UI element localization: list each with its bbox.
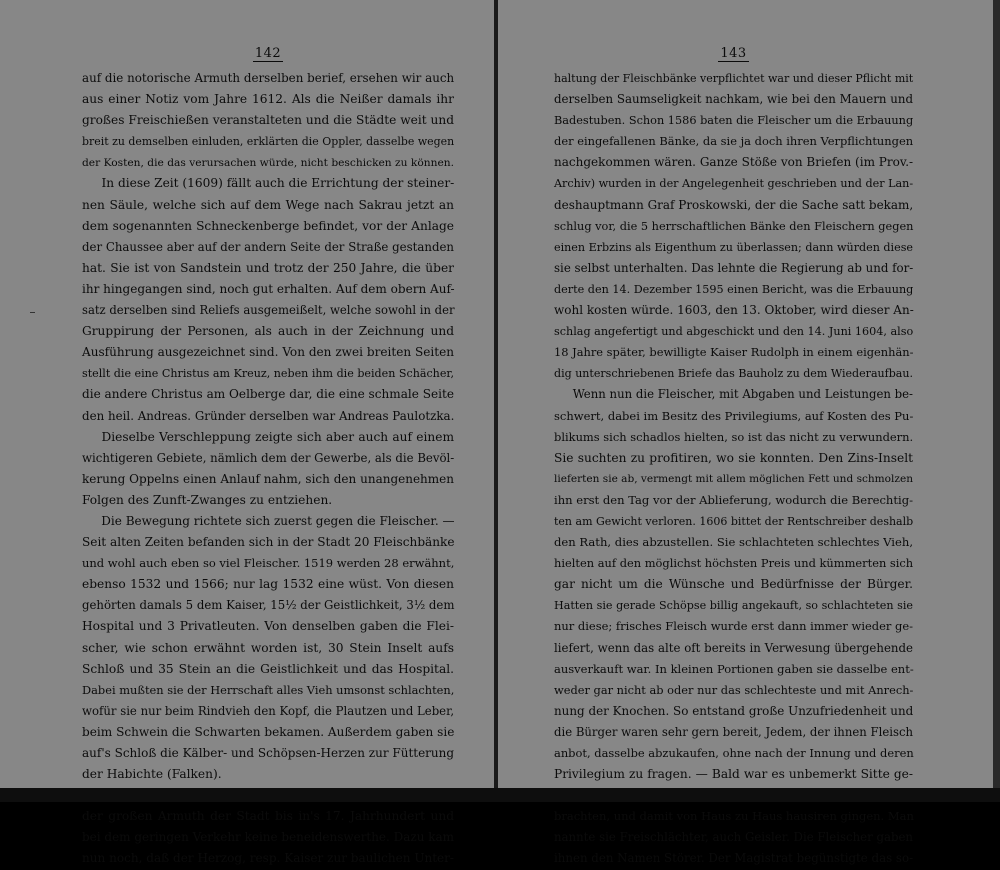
text-line: der großen Armuth der Stadt bis in's 17. Jahrhundert und [82,809,454,824]
text-line: wichtigeren Gebiete, nämlich dem der Gewerbe, als die Bevöl- [82,450,455,465]
text-line: 18 Jahre später, bewilligte Kaiser Rudolph in einem eigenhän- [554,345,914,360]
text-line: anbot, dasselbe abzukaufen, ohne nach der Innung und deren [554,746,914,760]
text-line: blikums sich schadlos hielten, so ist das nicht zu verwundern. [554,429,914,444]
text-line: Dabei mußten sie der Herrschaft alles Vieh umsonst schlachten, [82,682,455,697]
text-line: beim Schwein die Schwarten bekamen. Außerdem gaben sie [82,724,455,739]
text-line: hielten auf den möglichst höchsten Preis und kümmerten sich [554,556,914,571]
text-line: satz derselben sind Reliefs ausgemeißelt, welche sowohl in der [82,303,455,318]
text-line: Ausführung ausgezeichnet sind. Von den zwei breiten Seiten [82,345,454,360]
text-line: der eingefallenen Bänke, da sie ja doch ihren Verpflichtungen [554,134,914,149]
text-line: weder gar nicht ab oder nur das schlechteste und mit Anrech- [554,682,914,697]
left-page-text [82,68,454,870]
text-line: nur diese; frisches Fleisch wurde erst dann immer wieder ge- [554,619,914,634]
text-line: schlug vor, die 5 herrschaftlichen Bänke den Fleischern gegen [554,218,914,233]
text-line: den heil. Andreas. Gründer derselben war Andreas Paulotzka. [82,408,455,423]
text-line: der Kosten, die das verursachen würde, nicht beschicken zu können. [82,156,454,170]
text-line: ihr hingegangen sind, noch gut erhalten. Auf dem obern Auf- [82,281,455,296]
left-page [0,0,494,866]
text-line: und wohl auch eben so viel Fleischer. 1519 werden 28 erwähnt, [82,556,455,571]
text-line: ausverkauft war. In kleinen Portionen gaben sie dasselbe ent- [554,661,914,676]
text-line: dem sogenannten Schneckenberge befindet, vor der Anlage [82,218,454,233]
text-line: Schloß und 35 Stein an die Geistlichkeit und das Hospital. [82,661,454,676]
text-line: liefert, wenn das alte oft bereits in Verwesung übergehende [554,640,913,655]
right-page-text [554,68,913,870]
text-line: nun noch, daß der Herzog, resp. Kaiser zur baulichen Unter- [82,851,454,866]
text-line: dig unterschriebenen Briefe das Bauholz zu dem Wiederaufbau. [554,367,914,381]
text-line: aus einer Notiz vom Jahre 1612. Als die Neißer damals ihr [82,92,454,107]
text-line: nen Säule, welche sich auf dem Wege nach Sakrau jetzt an [82,197,454,212]
text-line: gehörten damals 5 dem Kaiser, 15½ der Geistlichkeit, 3½ dem [82,598,455,613]
text-line: einen Erbzins als Eigenthum zu überlassen; dann würden diese [554,240,913,254]
text-line: Sie suchten zu profitiren, wo sie konnten. Den Zins-Inselt [554,450,913,465]
scan-bottom-border [0,788,1000,802]
text-line: großes Freischießen veranstalteten und die Städte weit und [82,113,454,128]
text-line: schlag angefertigt und abgeschickt und den 14. Juni 1604, also [554,325,914,339]
text-line: wohl kosten würde. 1603, den 13. Oktober, wird dieser An- [554,303,914,318]
text-line: schwert, dabei im Besitz des Privilegiums, auf Kosten des Pu- [554,408,914,423]
text-line: sie selbst unterhalten. Das lehnte die Regierung ab und for- [554,260,914,275]
page-number-right: 143 [720,46,747,61]
text-line: In diese Zeit (1609) fällt auch die Errichtung der steiner- [101,176,455,191]
text-line: Seit alten Zeiten befanden sich in der Stadt 20 Fleischbänke [82,535,455,550]
text-line: wofür sie nur beim Rindvieh den Kopf, die Plautzen und Leber, [82,703,455,718]
text-line: Wenn nun die Fleischer, mit Abgaben und Leistungen be- [572,387,913,402]
text-line: Dieselbe Verschleppung zeigte sich aber auch auf einem [101,429,454,444]
text-line: Folgen des Zunft-Zwanges zu entziehen. [82,492,333,507]
text-line: ihnen den Namen Störer. Der Magistrat begünstigte das so- [554,851,914,866]
text-line: Die Bewegung richtete sich zuerst gegen die Fleischer. — [101,513,455,528]
page-edge-shadow [993,0,1000,802]
text-line: kerung Oppelns einen Anlauf nahm, sich den unangenehmen [82,471,454,486]
text-line: deshauptmann Graf Proskowski, der die Sache satt bekam, [554,197,914,212]
text-line: breit zu demselben einluden, erklärten die Oppler, dasselbe wegen [82,135,455,149]
page-number-left: 142 [254,46,282,61]
text-line: ebenso 1532 und 1566; nur lag 1532 eine wüst. Von diesen [82,577,454,592]
margin-mark [30,312,35,313]
text-line: brachten, und damit von Haus zu Haus hausiren gingen. Man [554,809,914,824]
text-line: ten am Gewicht verloren. 1606 bittet der Rentschreiber deshalb [554,514,914,528]
text-line: nung der Knochen. So entstand große Unzufriedenheit und [554,703,914,718]
text-line: derte den 14. Dezember 1595 einen Bericht, was die Erbauung [554,282,914,296]
text-line: Hatten sie gerade Schöpse billig angekauft, so schlachteten sie [554,599,913,613]
text-line: Hospital und 3 Privatleuten. Von denselben gaben die Flei- [82,619,454,634]
text-line: Archiv) wurden in der Angelegenheit geschrieben und der Lan- [554,177,914,191]
text-line: Badestuben. Schon 1586 baten die Fleischer um die Erbauung [554,114,914,128]
text-line: die Bürger waren sehr gern bereit, Jedem, der ihnen Fleisch [554,724,913,739]
text-line: haltung der Fleischbänke verpflichtet war und dieser Pflicht mit [554,72,914,85]
text-line: den Rath, dies abzustellen. Sie schlachteten schlechtes Vieh, [554,535,913,550]
text-line: der Habichte (Falken). [82,767,222,782]
text-line: ihn erst den Tag vor der Ablieferung, wodurch die Berechtig- [554,492,913,507]
text-line: der Chaussee aber auf der andern Seite der Straße gestanden [82,239,454,254]
text-line: stellt die eine Christus am Kreuz, neben ihm die beiden Schächer, [82,367,454,381]
text-line: auf's Schloß die Kälber- und Schöpsen-Herzen zur Fütterung [82,746,455,760]
text-line: derselben Saumseligkeit nachkam, wie bei den Mauern und [554,92,913,107]
text-line: bei dem geringen Verkehr keine beneidenswerthe. Dazu kam [82,830,454,845]
text-line: Gruppirung der Personen, als auch in der Zeichnung und [82,324,454,339]
right-page [498,0,993,866]
text-line: lieferten sie ab, vermengt mit allem möglichen Fett und schmolzen [554,472,914,485]
text-line: auf die notorische Armuth derselben berief, ersehen wir auch [82,71,455,85]
text-line: nannte sie Freischlächter, auch Geisler. Die Fleischer gaben [554,830,913,845]
text-line: scher, wie schon erwähnt worden ist, 30 Stein Inselt aufs [82,640,454,655]
text-line: nachgekommen wären. Ganze Stöße von Briefen (im Prov.- [554,155,914,170]
text-line: gar nicht um die Wünsche und Bedürfnisse der Bürger. [554,577,913,592]
text-line: die andere Christus am Oelberge dar, die eine schmale Seite [82,387,454,402]
text-line: Privilegium zu fragen. — Bald war es unbemerkt Sitte ge- [554,767,913,782]
text-line: hat. Sie ist von Sandstein und trotz der 250 Jahre, die über [82,260,454,275]
